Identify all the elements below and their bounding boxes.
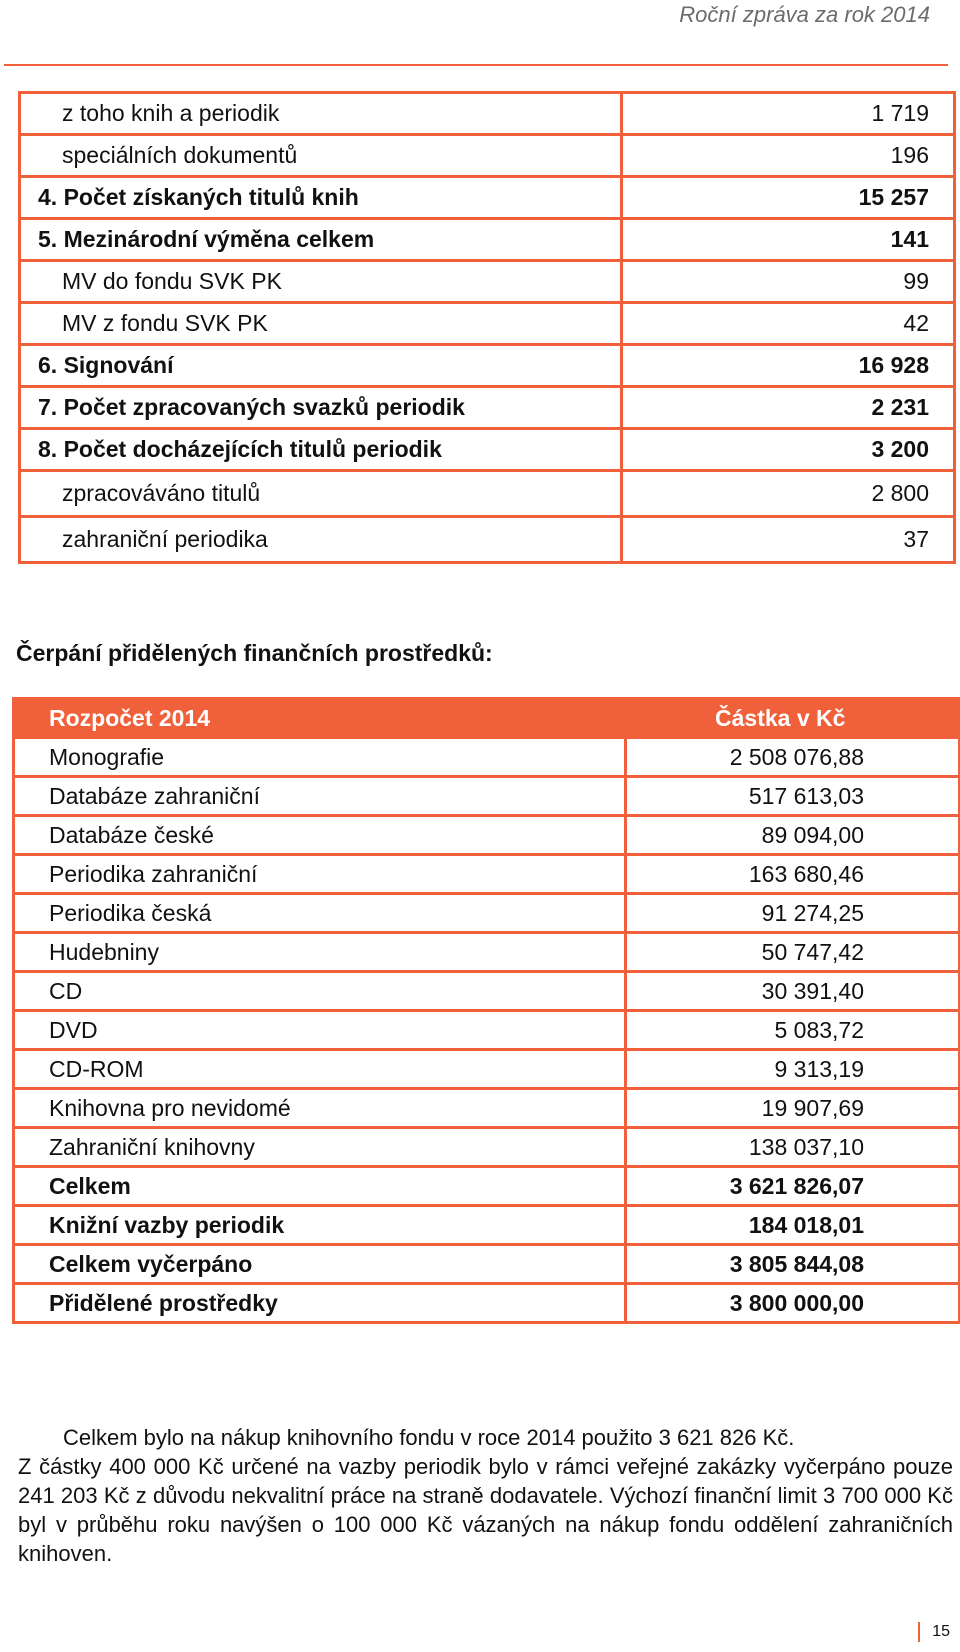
budget-item-amount: 30 391,40 [626, 972, 960, 1011]
row-label: MV z fondu SVK PK [20, 303, 622, 345]
table-row [14, 1167, 960, 1206]
table-row [14, 1284, 960, 1323]
budget-total-label: Knižní vazby periodik [14, 1206, 626, 1245]
table-row [20, 517, 955, 563]
budget-item-label: Zahraniční knihovny [14, 1128, 626, 1167]
header-divider [4, 64, 948, 66]
budget-item-amount: 2 508 076,88 [626, 738, 960, 777]
row-value: 141 [622, 219, 955, 261]
row-value: 99 [622, 261, 955, 303]
table-row [20, 93, 955, 135]
row-label: zahraniční periodika [20, 517, 622, 563]
budget-item-amount: 89 094,00 [626, 816, 960, 855]
budget-item-amount: 19 907,69 [626, 1089, 960, 1128]
table-row [14, 933, 960, 972]
budget-total-label: Celkem [14, 1167, 626, 1206]
row-label: speciálních dokumentů [20, 135, 622, 177]
budget-total-label: Celkem vyčerpáno [14, 1245, 626, 1284]
row-label: 5. Mezinárodní výměna celkem [20, 219, 622, 261]
budget-total-amount: 3 805 844,08 [626, 1245, 960, 1284]
table-row [20, 345, 955, 387]
table-row [14, 1128, 960, 1167]
table-row [14, 855, 960, 894]
amount-column-header: Částka v Kč [626, 699, 960, 738]
table-row [14, 1245, 960, 1284]
budget-column-header: Rozpočet 2014 [14, 699, 626, 738]
row-value: 1 719 [622, 93, 955, 135]
table-row [20, 219, 955, 261]
budget-table-body [14, 738, 960, 1323]
summary-rest: Z částky 400 000 Kč určené na vazby periodik bylo v rámci veřejné zakázky vyčerpáno pouze 241 203 Kč z důvodu nekvalitní práce na straně dodavatele. Výchozí finanční limit 3 700 000 Kč byl v průběhu roku navýšen o 100 000 Kč vázaných na nákup fondu oddělení zahraničních knihoven. [18, 1454, 953, 1566]
table-row [20, 261, 955, 303]
budget-total-label: Přidělené prostředky [14, 1284, 626, 1323]
row-value: 37 [622, 517, 955, 563]
budget-item-label: Databáze české [14, 816, 626, 855]
budget-item-amount: 50 747,42 [626, 933, 960, 972]
budget-item-label: Periodika česká [14, 894, 626, 933]
budget-item-label: CD [14, 972, 626, 1011]
row-label: 8. Počet docházejících titulů periodik [20, 429, 622, 471]
budget-total-amount: 3 800 000,00 [626, 1284, 960, 1323]
budget-item-label: Knihovna pro nevidomé [14, 1089, 626, 1128]
row-label: 6. Signování [20, 345, 622, 387]
budget-item-amount: 9 313,19 [626, 1050, 960, 1089]
budget-header-row [14, 699, 960, 738]
table-row [14, 894, 960, 933]
table-row [14, 1089, 960, 1128]
row-value: 42 [622, 303, 955, 345]
budget-item-label: Periodika zahraniční [14, 855, 626, 894]
budget-item-amount: 517 613,03 [626, 777, 960, 816]
budget-item-label: Databáze zahraniční [14, 777, 626, 816]
row-value: 196 [622, 135, 955, 177]
budget-table [12, 697, 960, 1324]
row-value: 2 231 [622, 387, 955, 429]
table-row [20, 135, 955, 177]
table-row [14, 816, 960, 855]
budget-item-label: DVD [14, 1011, 626, 1050]
budget-heading: Čerpání přidělených finančních prostředků: [16, 640, 493, 666]
page-number: 15 [918, 1622, 950, 1642]
summary-paragraph [18, 1423, 953, 1568]
stats-table-body [20, 93, 955, 563]
table-row [14, 738, 960, 777]
table-row [14, 1011, 960, 1050]
row-value: 16 928 [622, 345, 955, 387]
stats-table [18, 91, 956, 564]
report-title: Roční zpráva za rok 2014 [679, 2, 930, 27]
budget-item-label: Monografie [14, 738, 626, 777]
row-value: 2 800 [622, 471, 955, 517]
row-label: 7. Počet zpracovaných svazků periodik [20, 387, 622, 429]
budget-item-label: CD-ROM [14, 1050, 626, 1089]
row-label: z toho knih a periodik [20, 93, 622, 135]
row-value: 3 200 [622, 429, 955, 471]
budget-total-amount: 184 018,01 [626, 1206, 960, 1245]
table-row [20, 303, 955, 345]
row-label: 4. Počet získaných titulů knih [20, 177, 622, 219]
budget-item-label: Hudebniny [14, 933, 626, 972]
budget-item-amount: 163 680,46 [626, 855, 960, 894]
row-value: 15 257 [622, 177, 955, 219]
budget-item-amount: 5 083,72 [626, 1011, 960, 1050]
table-row [20, 177, 955, 219]
table-row [14, 1206, 960, 1245]
budget-total-amount: 3 621 826,07 [626, 1167, 960, 1206]
summary-first-line: Celkem bylo na nákup knihovního fondu v roce 2014 použito 3 621 826 Kč. [63, 1425, 795, 1450]
table-row [14, 777, 960, 816]
budget-item-amount: 91 274,25 [626, 894, 960, 933]
row-label: MV do fondu SVK PK [20, 261, 622, 303]
row-label: zpracováváno titulů [20, 471, 622, 517]
budget-item-amount: 138 037,10 [626, 1128, 960, 1167]
table-row [20, 429, 955, 471]
table-row [14, 1050, 960, 1089]
table-row [20, 471, 955, 517]
table-row [20, 387, 955, 429]
table-row [14, 972, 960, 1011]
